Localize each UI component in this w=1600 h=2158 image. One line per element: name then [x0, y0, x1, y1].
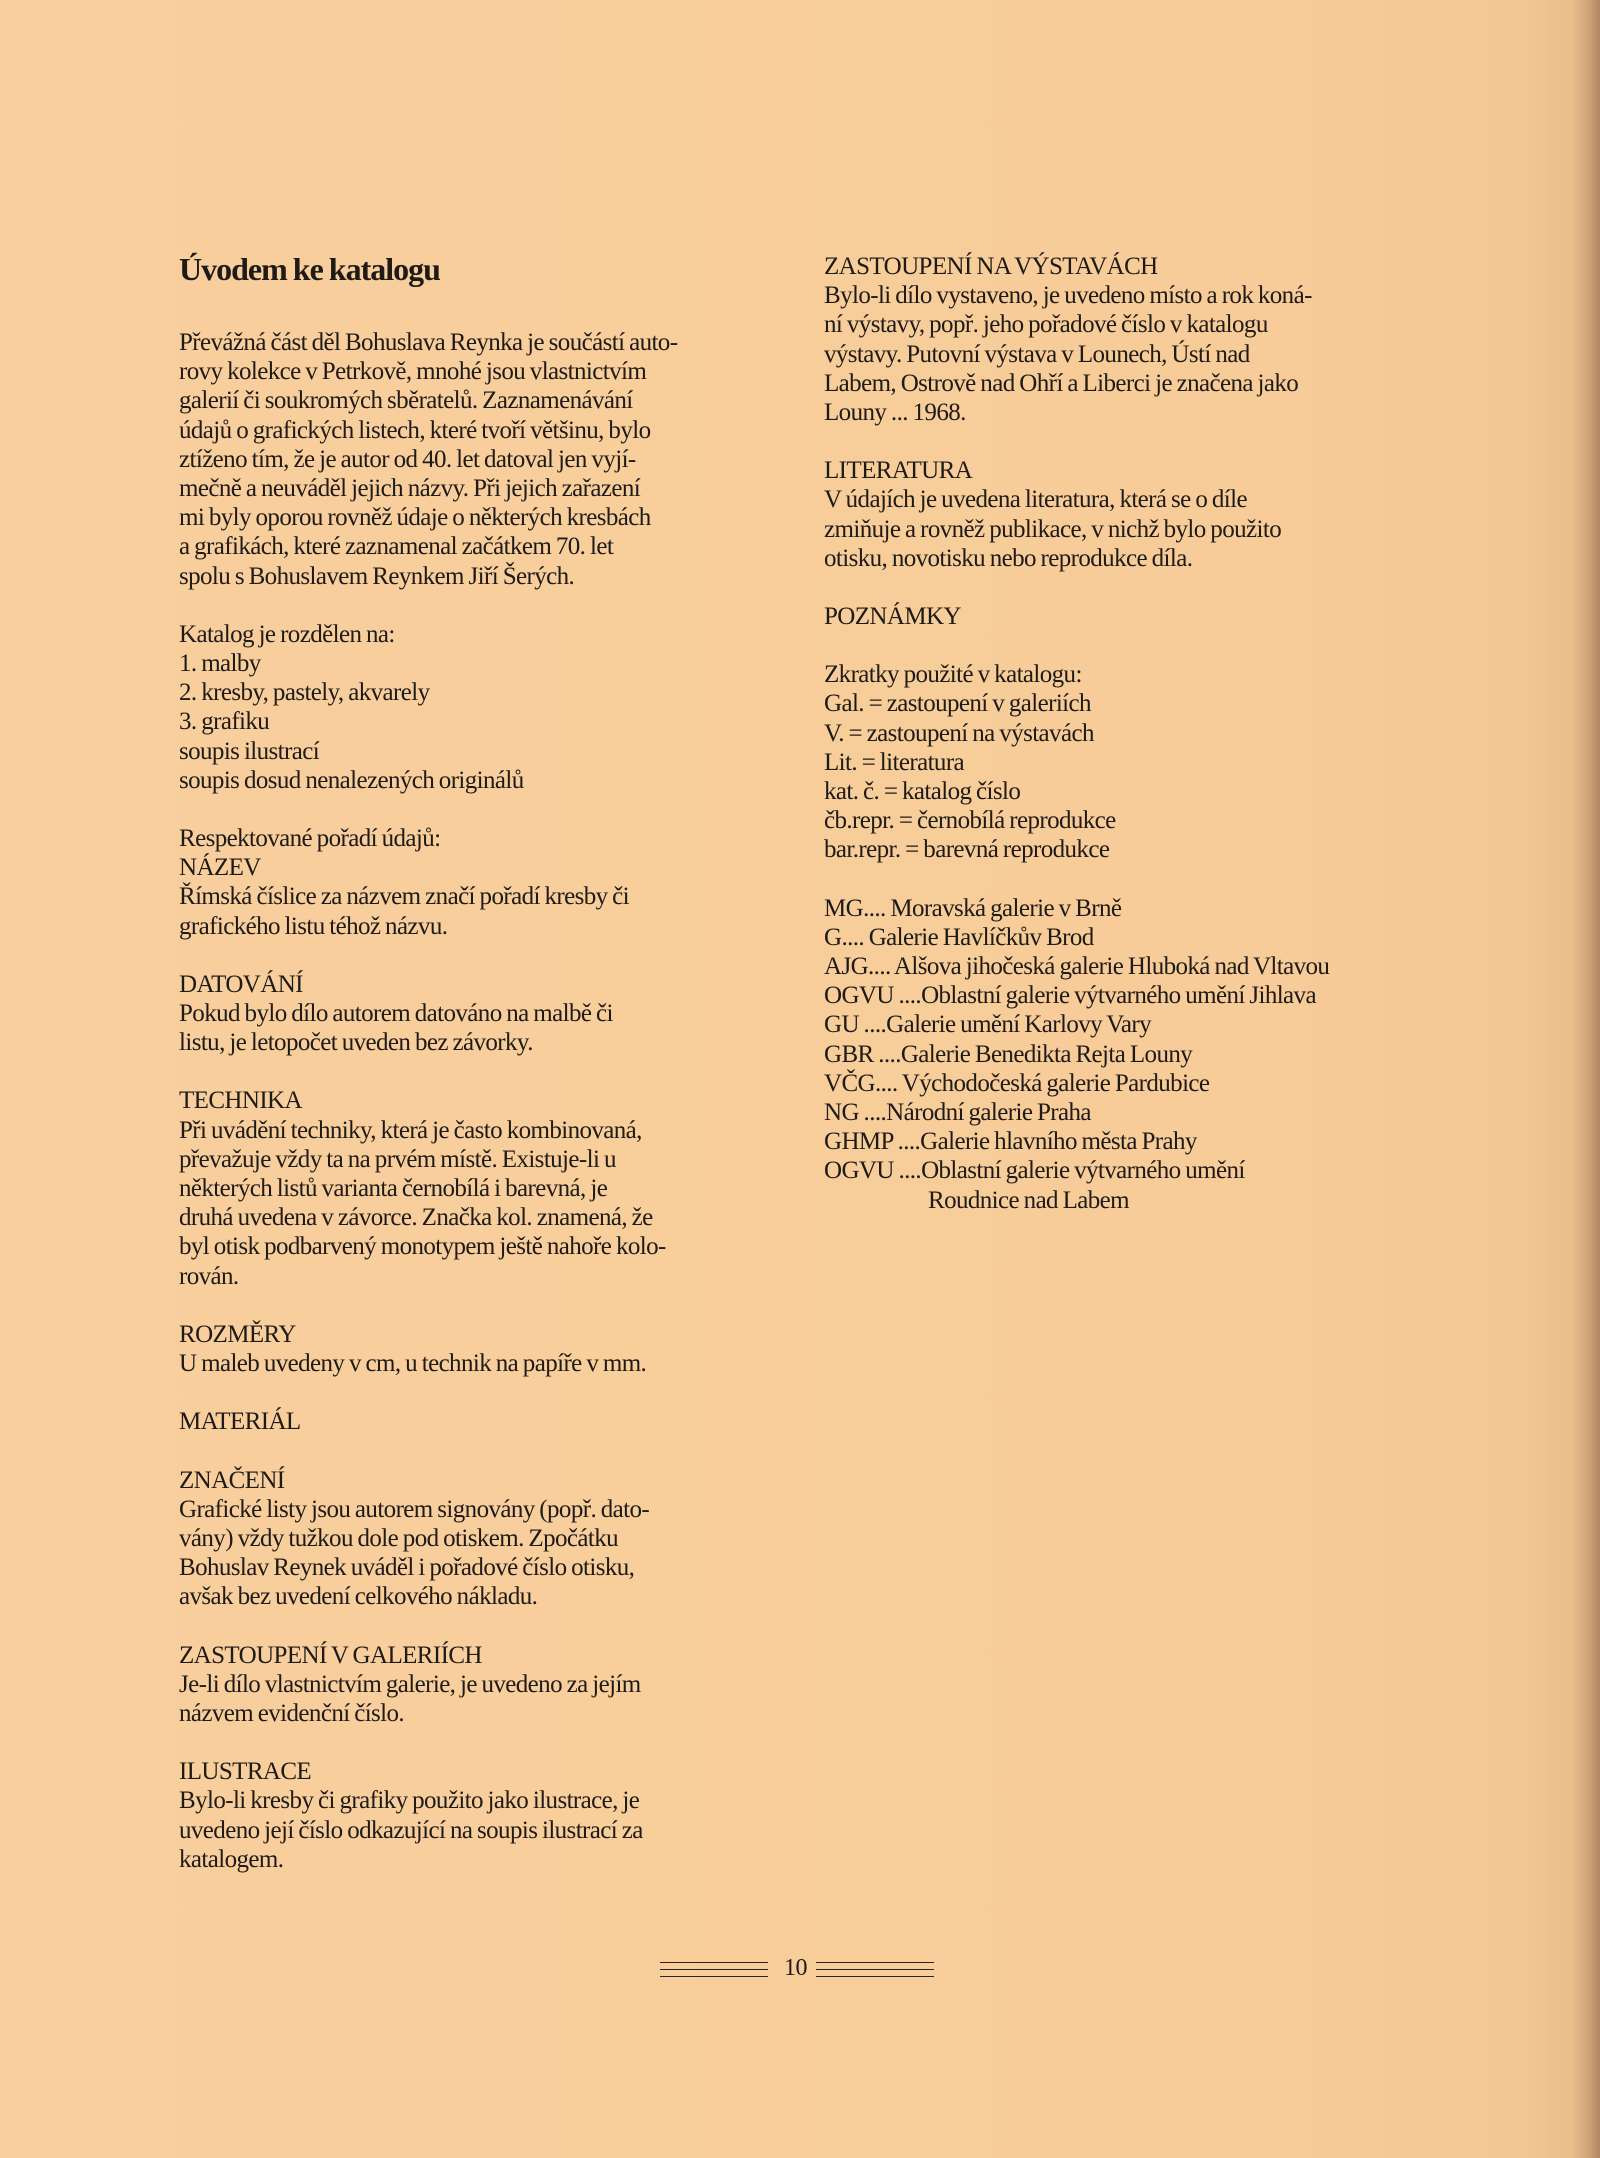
text-line: Římská číslice za názvem značí pořadí kresby či — [179, 883, 630, 911]
text-line: Louny ... 1968. — [824, 399, 966, 427]
list-item: AJG.... Alšova jihočeská galerie Hluboká nad Vltavou — [824, 953, 1330, 981]
text-line: Je-li dílo vlastnictvím galerie, je uvedeno za jejím — [179, 1670, 641, 1698]
list-item: GBR ....Galerie Benedikta Rejta Louny — [824, 1040, 1193, 1068]
text-line: názvem evidenční číslo. — [179, 1699, 405, 1727]
text-line: některých listů varianta černobílá i barevná, je — [179, 1175, 608, 1203]
section-heading: TECHNIKA — [179, 1087, 302, 1115]
text-line: rován. — [179, 1262, 239, 1290]
text-line: rovy kolekce v Petrkově, mnohé jsou vlastnictvím — [179, 358, 647, 386]
section-heading: MATERIÁL — [179, 1408, 301, 1436]
list-item: 1. malby — [179, 650, 261, 678]
page-number: 10 — [784, 1955, 807, 1981]
section-zastoupeni-vystavy — [824, 252, 1424, 427]
footer-rule-right-2 — [816, 1969, 934, 1970]
section-ilustrace — [179, 1757, 779, 1874]
list-item: GHMP ....Galerie hlavního města Prahy — [824, 1128, 1197, 1156]
text-line: Zkratky použité v katalogu: — [824, 661, 1082, 689]
list-item: G.... Galerie Havlíčkův Brod — [824, 923, 1094, 951]
list-item: Gal. = zastoupení v galeriích — [824, 690, 1091, 718]
list-item: čb.repr. = černobílá reprodukce — [824, 807, 1116, 835]
text-line: spolu s Bohuslavem Reynkem Jiří Šerých. — [179, 562, 575, 590]
list-item-continuation: Roudnice nad Labem — [928, 1186, 1130, 1214]
text-line: zmiňuje a rovněž publikace, v nichž bylo použito — [824, 515, 1282, 543]
text-line: U maleb uvedeny v cm, u technik na papíře v mm. — [179, 1350, 647, 1378]
text-line: Při uvádění techniky, která je často kombinovaná, — [179, 1116, 642, 1144]
right-column — [824, 252, 1424, 1244]
list-item: Lit. = literatura — [824, 748, 965, 776]
section-material — [179, 1407, 779, 1436]
section-znaceni — [179, 1466, 779, 1612]
division-list — [179, 620, 779, 795]
text-line: galerií či soukromých sběratelů. Zaznamenávání — [179, 387, 633, 415]
text-line: mi byly oporou rovněž údaje o některých kresbách — [179, 504, 651, 532]
footer-rule-right-3 — [816, 1976, 934, 1977]
text-line: byl otisk podbarvený monotypem ještě nahoře kolo- — [179, 1233, 666, 1261]
section-heading: LITERATURA — [824, 457, 973, 485]
text-line: Bylo-li dílo vystaveno, je uvedeno místo a rok koná- — [824, 282, 1312, 310]
page-title: Úvodem ke katalogu — [179, 251, 440, 287]
footer-rule-right-1 — [816, 1962, 934, 1963]
text-line: výstavy. Putovní výstava v Lounech, Ústí nad — [824, 340, 1250, 368]
spine-shadow — [1572, 0, 1600, 2158]
list-item: soupis ilustrací — [179, 737, 320, 765]
text-line: V údajích je uvedena literatura, která se o díle — [824, 486, 1247, 514]
order-intro: Respektované pořadí údajů: — [179, 825, 441, 853]
text-line: uvedeno její číslo odkazující na soupis ilustrací za — [179, 1816, 643, 1844]
list-item: 2. kresby, pastely, akvarely — [179, 679, 430, 707]
text-line: vány) vždy tužkou dole pod otiskem. Zpočátku — [179, 1524, 619, 1552]
text-line: grafického listu téhož názvu. — [179, 912, 448, 940]
text-line: druhá uvedena v závorce. Značka kol. znamená, že — [179, 1204, 653, 1232]
section-poznamky — [824, 602, 1424, 631]
list-item: soupis dosud nenalezených originálů — [179, 766, 524, 794]
section-heading: ILUSTRACE — [179, 1758, 312, 1786]
text-line: údajů o grafických listech, které tvoří většinu, bylo — [179, 416, 651, 444]
text-line: mečně a neuváděl jejich názvy. Při jejich zařazení — [179, 475, 641, 503]
footer-rule-left-3 — [660, 1976, 768, 1977]
list-item: kat. č. = katalog číslo — [824, 778, 1021, 806]
text-line: Bylo-li kresby či grafiky použito jako ilustrace, je — [179, 1787, 640, 1815]
left-column — [179, 252, 779, 1903]
text-line: Pokud bylo dílo autorem datováno na malbě či — [179, 1000, 613, 1028]
section-heading: POZNÁMKY — [824, 603, 961, 631]
list-item: bar.repr. = barevná reprodukce — [824, 836, 1110, 864]
abbreviations-list — [824, 660, 1424, 864]
text-line: ztíženo tím, že je autor od 40. let datoval jen vyjí- — [179, 445, 636, 473]
list-item: GU ....Galerie umění Karlovy Vary — [824, 1011, 1152, 1039]
text-line: listu, je letopočet uveden bez závorky. — [179, 1029, 533, 1057]
section-literatura — [824, 456, 1424, 573]
list-item: MG.... Moravská galerie v Brně — [824, 894, 1122, 922]
text-line: avšak bez uvedení celkového nákladu. — [179, 1583, 538, 1611]
section-zastoupeni-galerie — [179, 1641, 779, 1729]
text-line: Labem, Ostrově nad Ohří a Liberci je značena jako — [824, 369, 1299, 397]
list-item: NG ....Národní galerie Praha — [824, 1099, 1091, 1127]
text-line: katalogem. — [179, 1845, 284, 1873]
gallery-list — [824, 894, 1424, 1215]
section-datovani — [179, 970, 779, 1058]
section-rozmery — [179, 1320, 779, 1378]
section-heading: NÁZEV — [179, 854, 261, 882]
list-item: 3. grafiku — [179, 708, 270, 736]
page-footer — [660, 1953, 940, 1983]
intro-paragraph — [179, 328, 779, 591]
section-nazev — [179, 824, 779, 941]
footer-rule-left-2 — [660, 1969, 768, 1970]
text-line: Bohuslav Reynek uváděl i pořadové číslo otisku, — [179, 1554, 635, 1582]
section-heading: ROZMĚRY — [179, 1320, 296, 1348]
section-technika — [179, 1086, 779, 1290]
section-heading: ZASTOUPENÍ NA VÝSTAVÁCH — [824, 253, 1158, 280]
list-item: OGVU ....Oblastní galerie výtvarného umění Jihlava — [824, 982, 1316, 1010]
list-item: OGVU ....Oblastní galerie výtvarného umění — [824, 1157, 1245, 1185]
section-heading: ZNAČENÍ — [179, 1466, 285, 1494]
footer-rule-left-1 — [660, 1962, 768, 1963]
text-line: Katalog je rozdělen na: — [179, 620, 395, 648]
text-line: otisku, novotisku nebo reprodukce díla. — [824, 544, 1193, 572]
text-line: Převážná část děl Bohuslava Reynka je součástí auto- — [179, 329, 678, 356]
list-item: V. = zastoupení na výstavách — [824, 719, 1094, 747]
section-heading: ZASTOUPENÍ V GALERIÍCH — [179, 1641, 482, 1669]
list-item: VČG.... Východočeská galerie Pardubice — [824, 1069, 1210, 1097]
text-line: Grafické listy jsou autorem signovány (popř. dato- — [179, 1495, 650, 1523]
text-line: převažuje vždy ta na prvém místě. Existuje-li u — [179, 1145, 616, 1173]
section-heading: DATOVÁNÍ — [179, 970, 303, 998]
text-line: a grafikách, které zaznamenal začátkem 70. let — [179, 533, 614, 561]
text-line: ní výstavy, popř. jeho pořadové číslo v katalogu — [824, 311, 1268, 339]
